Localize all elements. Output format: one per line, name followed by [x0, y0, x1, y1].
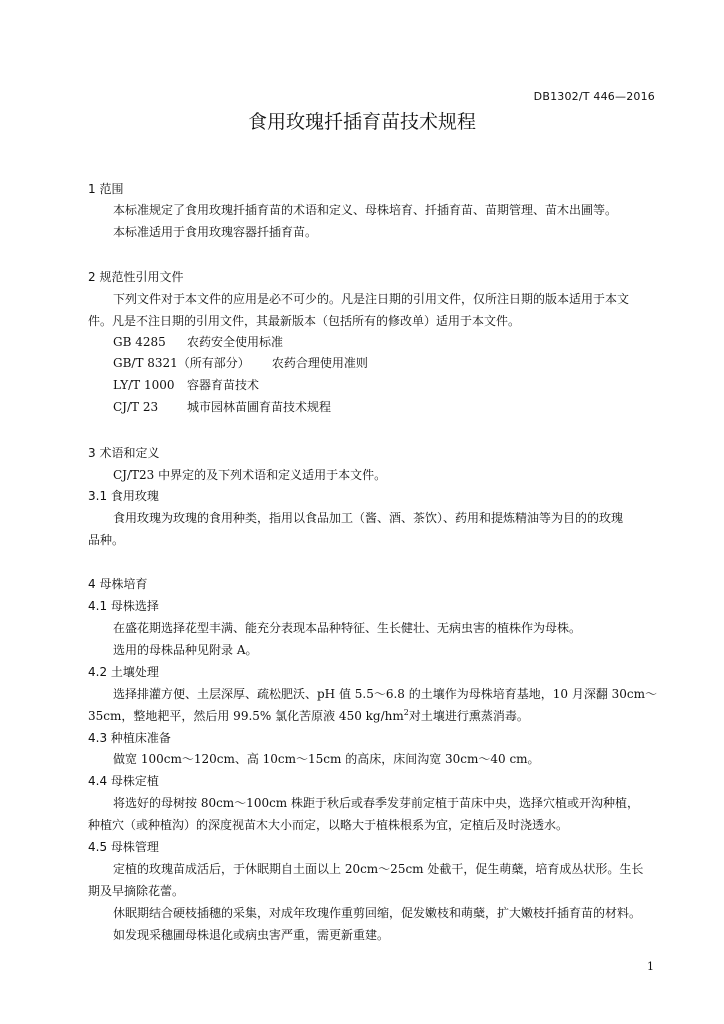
section-4-5-line-2: 期及早摘除花蕾。: [88, 884, 185, 898]
section-4-1-paragraph-2: 选用的母株品种见附录 A。: [113, 643, 258, 657]
section-4-5-paragraph-2: 休眠期结合硬枝插穗的采集，对成年玫瑰作重剪回缩，促发嫩枝和萌蘖，扩大嫩枝扦插育苗的材料。: [113, 906, 642, 920]
section-4-1-paragraph-1: 在盛花期选择花型丰满、能充分表现本品种特征、生长健壮、无病虫害的植株作为母株。: [113, 621, 582, 635]
reference-name: 城市园林苗圃育苗技术规程: [187, 400, 332, 414]
reference-code: GB 4285: [113, 335, 166, 349]
section-4-2-line-2-text-b: 对土壤进行熏蒸消毒。: [408, 709, 529, 723]
reference-item: [113, 355, 368, 371]
section-4-5-line-1: 定植的玫瑰苗成活后，于休眠期自土面以上 20cm～25cm 处截干，促生萌蘖，培育成丛状形。生长: [113, 862, 644, 876]
reference-item: [113, 399, 331, 415]
section-2-heading: 2 规范性引用文件: [88, 270, 184, 284]
section-3-1-line-2: 品种。: [88, 533, 125, 547]
section-4-5-heading: 4.5 母株管理: [88, 840, 159, 854]
section-4-5-paragraph-3: 如发现采穗圃母株退化或病虫害严重，需更新重建。: [113, 928, 390, 942]
section-1-paragraph-1: 本标准规定了食用玫瑰扦插育苗的术语和定义、母株培育、扦插育苗、苗期管理、苗木出圃等。: [113, 203, 618, 217]
section-4-2-heading: 4.2 土壤处理: [88, 665, 159, 679]
section-4-3-paragraph-1: 做宽 100cm～120cm、高 10cm～15cm 的高床，床间沟宽 30cm～40 cm。: [113, 752, 540, 766]
section-4-2-line-2: [88, 708, 529, 724]
section-4-heading: 4 母株培育: [88, 577, 148, 591]
reference-code: GB/T 8321（所有部分）: [113, 356, 250, 370]
section-4-1-heading: 4.1 母株选择: [88, 599, 159, 613]
section-4-2-line-1: 选择排灌方便、土层深厚、疏松肥沃、pH 值 5.5～6.8 的土壤作为母株培育基地，10 月深翻 30cm～: [113, 687, 658, 701]
reference-name: 农药安全使用标准: [187, 335, 284, 349]
section-2-paragraph-line-1: 下列文件对于本文件的应用是必不可少的。凡是注日期的引用文件，仅所注日期的版本适用于本文: [113, 292, 630, 306]
section-4-2-line-2-text-a: 35cm，整地耙平，然后用 99.5% 氯化苦原液 450 kg/hm: [88, 709, 404, 723]
section-4-3-heading: 4.3 种植床准备: [88, 731, 171, 745]
superscript: 2: [403, 708, 409, 717]
reference-name: 容器育苗技术: [187, 378, 260, 392]
section-3-heading: 3 术语和定义: [88, 446, 160, 460]
section-2-paragraph-line-2: 件。凡是不注日期的引用文件，其最新版本（包括所有的修改单）适用于本文件。: [88, 314, 521, 328]
section-1-paragraph-2: 本标准适用于食用玫瑰容器扦插育苗。: [113, 225, 318, 239]
section-4-4-line-1: 将选好的母树按 80cm～100cm 株距于秋后或春季发芽前定植于苗床中央，选择穴植或开沟种植，: [113, 796, 640, 810]
document-title: 食用玫瑰扦插育苗技术规程: [247, 111, 476, 133]
standard-code: DB1302/T 446—2016: [533, 90, 655, 103]
page-number: 1: [647, 960, 654, 973]
reference-code: LY/T 1000: [113, 378, 175, 392]
section-4-4-line-2: 种植穴（或种植沟）的深度视苗木大小而定，以略大于植株根系为宜，定植后及时浇透水。: [88, 818, 569, 832]
reference-name: 农药合理使用准则: [271, 356, 368, 370]
reference-item: [113, 377, 259, 393]
section-4-4-heading: 4.4 母株定植: [88, 774, 159, 788]
section-3-paragraph-1: CJ/T23 中界定的及下列术语和定义适用于本文件。: [113, 468, 387, 482]
reference-item: [113, 334, 283, 350]
section-1-heading: 1 范围: [88, 182, 124, 196]
section-3-1-heading: 3.1 食用玫瑰: [88, 489, 159, 503]
section-3-1-line-1: 食用玫瑰为玫瑰的食用种类，指用以食品加工（酱、酒、茶饮）、药用和提炼精油等为目的的玫瑰: [113, 511, 624, 525]
reference-code: CJ/T 23: [113, 400, 159, 414]
